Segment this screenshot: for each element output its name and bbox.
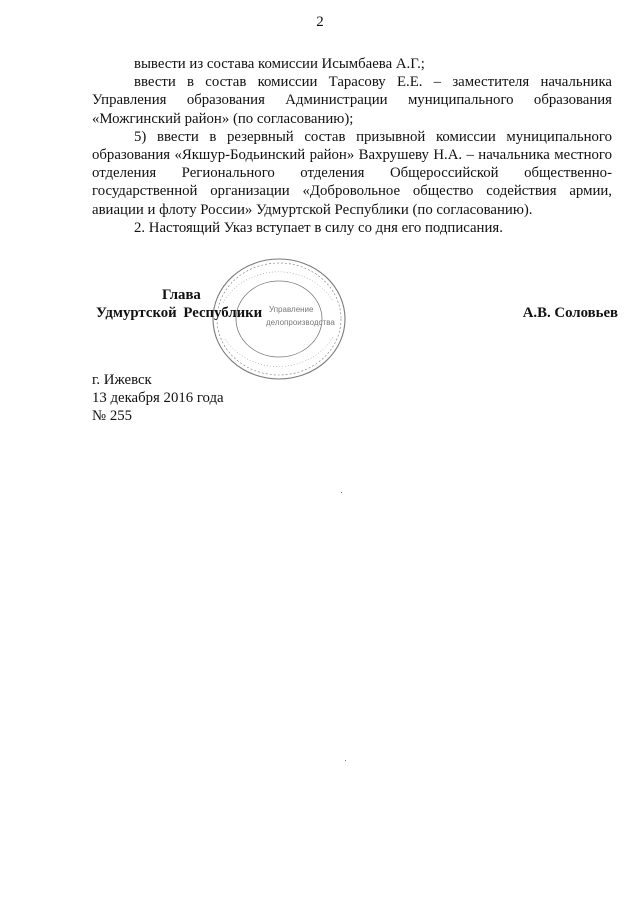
decree-meta <box>92 371 224 425</box>
paragraph-reserve-member: 5) ввести в резервный состав призывной комиссии муниципального образования «Якшур-Бодьинский район» Вахрушеву Н.А. – начальника местного отделения Регионального отделения Общероссийской общественно-государственной организации «Добровольное общество содействия армии, авиации и флоту России» Удмуртской Республики (по согласованию). <box>92 128 612 218</box>
paragraph-add-member: ввести в состав комиссии Тарасову Е.Е. – заместителя начальника Управления образования Администрации муниципального образования «Можгинский район» (по согласованию); <box>92 74 612 127</box>
paragraph-remove-member: вывести из состава комиссии Исымбаева А.Г.; <box>134 56 425 72</box>
stamp-text-line1: Управление <box>269 305 314 314</box>
stamp-text-line2: делопроизводства <box>266 318 335 327</box>
page-number: 2 <box>316 14 324 30</box>
scan-speck <box>341 492 342 493</box>
signature-block <box>92 286 618 326</box>
scan-speck <box>345 760 346 761</box>
paragraph-effective-date: 2. Настоящий Указ вступает в силу со дня его подписания. <box>134 219 503 236</box>
place-of-signing: г. Ижевск <box>92 372 152 388</box>
signer-title-line1: Глава <box>162 287 201 303</box>
signer-title-line2: Удмуртской Республики <box>96 305 263 321</box>
decree-number: № 255 <box>92 408 133 424</box>
signing-date: 13 декабря 2016 года <box>92 390 224 406</box>
signer-name: А.В. Соловьев <box>522 305 618 321</box>
decree-body <box>92 55 612 237</box>
